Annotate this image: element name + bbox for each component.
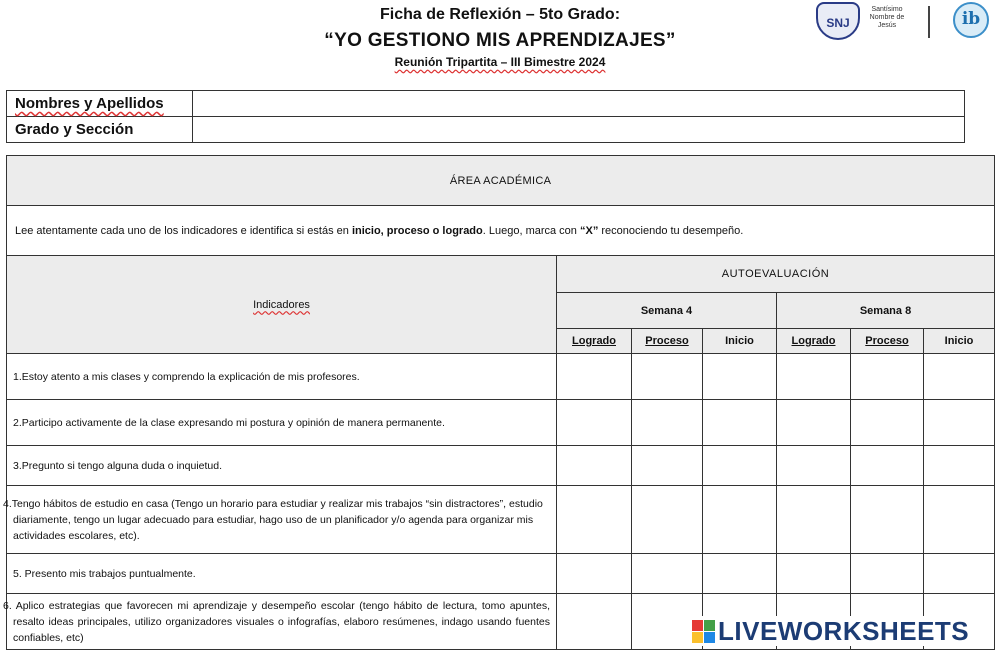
indicator-text: 4.Tengo hábitos de estudio en casa (Tengo un horario para estudiar y realizar mis trabajos “sin distractores”, estudio diariamente, tengo un lugar adecuado para estudiar, hago uso de un planificador y/o agenda para organizar mis actividades escolares, etc). bbox=[7, 486, 557, 554]
section-title: ÁREA ACADÉMICA bbox=[7, 156, 995, 206]
w4-proceso-cell[interactable] bbox=[632, 400, 703, 446]
w4-inicio-cell[interactable] bbox=[703, 400, 777, 446]
w8-inicio-cell[interactable] bbox=[924, 400, 995, 446]
school-name: Santísimo Nombre de Jesús bbox=[869, 6, 905, 29]
week-8-header: Semana 8 bbox=[777, 293, 995, 329]
w4-proceso-cell[interactable] bbox=[632, 554, 703, 594]
w4-proceso-cell[interactable] bbox=[632, 486, 703, 554]
liveworksheets-text: LIVEWORKSHEETS bbox=[718, 616, 970, 646]
ib-logo: ib bbox=[953, 2, 989, 38]
w4-inicio-cell[interactable] bbox=[703, 354, 777, 400]
w8-logrado-cell[interactable] bbox=[777, 446, 851, 486]
page-header bbox=[0, 0, 1000, 80]
sheet-title: Ficha de Reflexión – 5to Grado: bbox=[379, 6, 621, 23]
w8-inicio-cell[interactable] bbox=[924, 354, 995, 400]
table-row bbox=[7, 400, 995, 446]
w4-logrado-cell[interactable] bbox=[557, 554, 632, 594]
liveworksheets-logo-icon bbox=[692, 620, 716, 644]
liveworksheets-watermark bbox=[692, 616, 992, 646]
w8-inicio-cell[interactable] bbox=[924, 446, 995, 486]
w8-proceso-cell[interactable] bbox=[851, 400, 924, 446]
w4-logrado-cell[interactable] bbox=[557, 486, 632, 554]
indicator-text: 5. Presento mis trabajos puntualmente. bbox=[7, 554, 557, 594]
table-row bbox=[7, 446, 995, 486]
w4-inicio-header: Inicio bbox=[703, 329, 777, 354]
table-row bbox=[7, 354, 995, 400]
indicator-text: 1.Estoy atento a mis clases y comprendo la explicación de mis profesores. bbox=[7, 354, 557, 400]
indicator-text: 6. Aplico estrategias que favorecen mi aprendizaje y desempeño escolar (tengo hábito de lectura, tomo apuntes, resalto ideas principales, utilizo organizadores visuales o infografías, elaboro resúmenes, indago usando fuentes confiables, etc) bbox=[7, 594, 557, 650]
w8-logrado-header: Logrado bbox=[777, 329, 851, 354]
w8-proceso-cell[interactable] bbox=[851, 354, 924, 400]
w4-logrado-cell[interactable] bbox=[557, 594, 632, 650]
w4-proceso-cell[interactable] bbox=[632, 354, 703, 400]
table-row bbox=[7, 486, 995, 554]
w8-inicio-cell[interactable] bbox=[924, 486, 995, 554]
school-logo: SNJ bbox=[816, 2, 860, 40]
grade-section-row bbox=[7, 117, 965, 143]
indicator-text: 2.Participo activamente de la clase expresando mi postura y opinión de manera permanente. bbox=[7, 400, 557, 446]
indicators-header: Indicadores bbox=[7, 256, 557, 354]
w4-logrado-header: Logrado bbox=[557, 329, 632, 354]
w4-proceso-cell[interactable] bbox=[632, 446, 703, 486]
grade-section-label: Grado y Sección bbox=[7, 117, 193, 143]
week-4-header: Semana 4 bbox=[557, 293, 777, 329]
w4-inicio-cell[interactable] bbox=[703, 446, 777, 486]
w4-inicio-cell[interactable] bbox=[703, 486, 777, 554]
w8-logrado-cell[interactable] bbox=[777, 554, 851, 594]
w4-logrado-cell[interactable] bbox=[557, 354, 632, 400]
student-info-table bbox=[6, 90, 965, 143]
w8-proceso-header: Proceso bbox=[851, 329, 924, 354]
w8-logrado-cell[interactable] bbox=[777, 400, 851, 446]
student-name-row bbox=[7, 91, 965, 117]
meeting-label: Reunión Tripartita – III Bimestre 2024 bbox=[394, 55, 606, 69]
grade-section-field[interactable] bbox=[193, 117, 965, 143]
student-name-label: Nombres y Apellidos bbox=[7, 91, 193, 117]
w8-logrado-cell[interactable] bbox=[777, 486, 851, 554]
w4-logrado-cell[interactable] bbox=[557, 400, 632, 446]
w8-proceso-cell[interactable] bbox=[851, 446, 924, 486]
table-row bbox=[7, 554, 995, 594]
indicator-text: 3.Pregunto si tengo alguna duda o inquietud. bbox=[7, 446, 557, 486]
self-evaluation-header: AUTOEVALUACIÓN bbox=[557, 256, 995, 293]
logo-divider bbox=[928, 6, 930, 38]
w8-inicio-cell[interactable] bbox=[924, 554, 995, 594]
w4-inicio-cell[interactable] bbox=[703, 554, 777, 594]
w8-proceso-cell[interactable] bbox=[851, 554, 924, 594]
instructions: Lee atentamente cada uno de los indicadores e identifica si estás en inicio, proceso o logrado. Luego, marca con “X” reconociendo tu desempeño. bbox=[7, 206, 995, 256]
w4-logrado-cell[interactable] bbox=[557, 446, 632, 486]
sheet-subtitle: “YO GESTIONO MIS APRENDIZAJES” bbox=[324, 30, 676, 51]
student-name-field[interactable] bbox=[193, 91, 965, 117]
w8-inicio-header: Inicio bbox=[924, 329, 995, 354]
self-evaluation-table bbox=[3, 155, 995, 650]
w4-proceso-header: Proceso bbox=[632, 329, 703, 354]
w8-proceso-cell[interactable] bbox=[851, 486, 924, 554]
w8-logrado-cell[interactable] bbox=[777, 354, 851, 400]
